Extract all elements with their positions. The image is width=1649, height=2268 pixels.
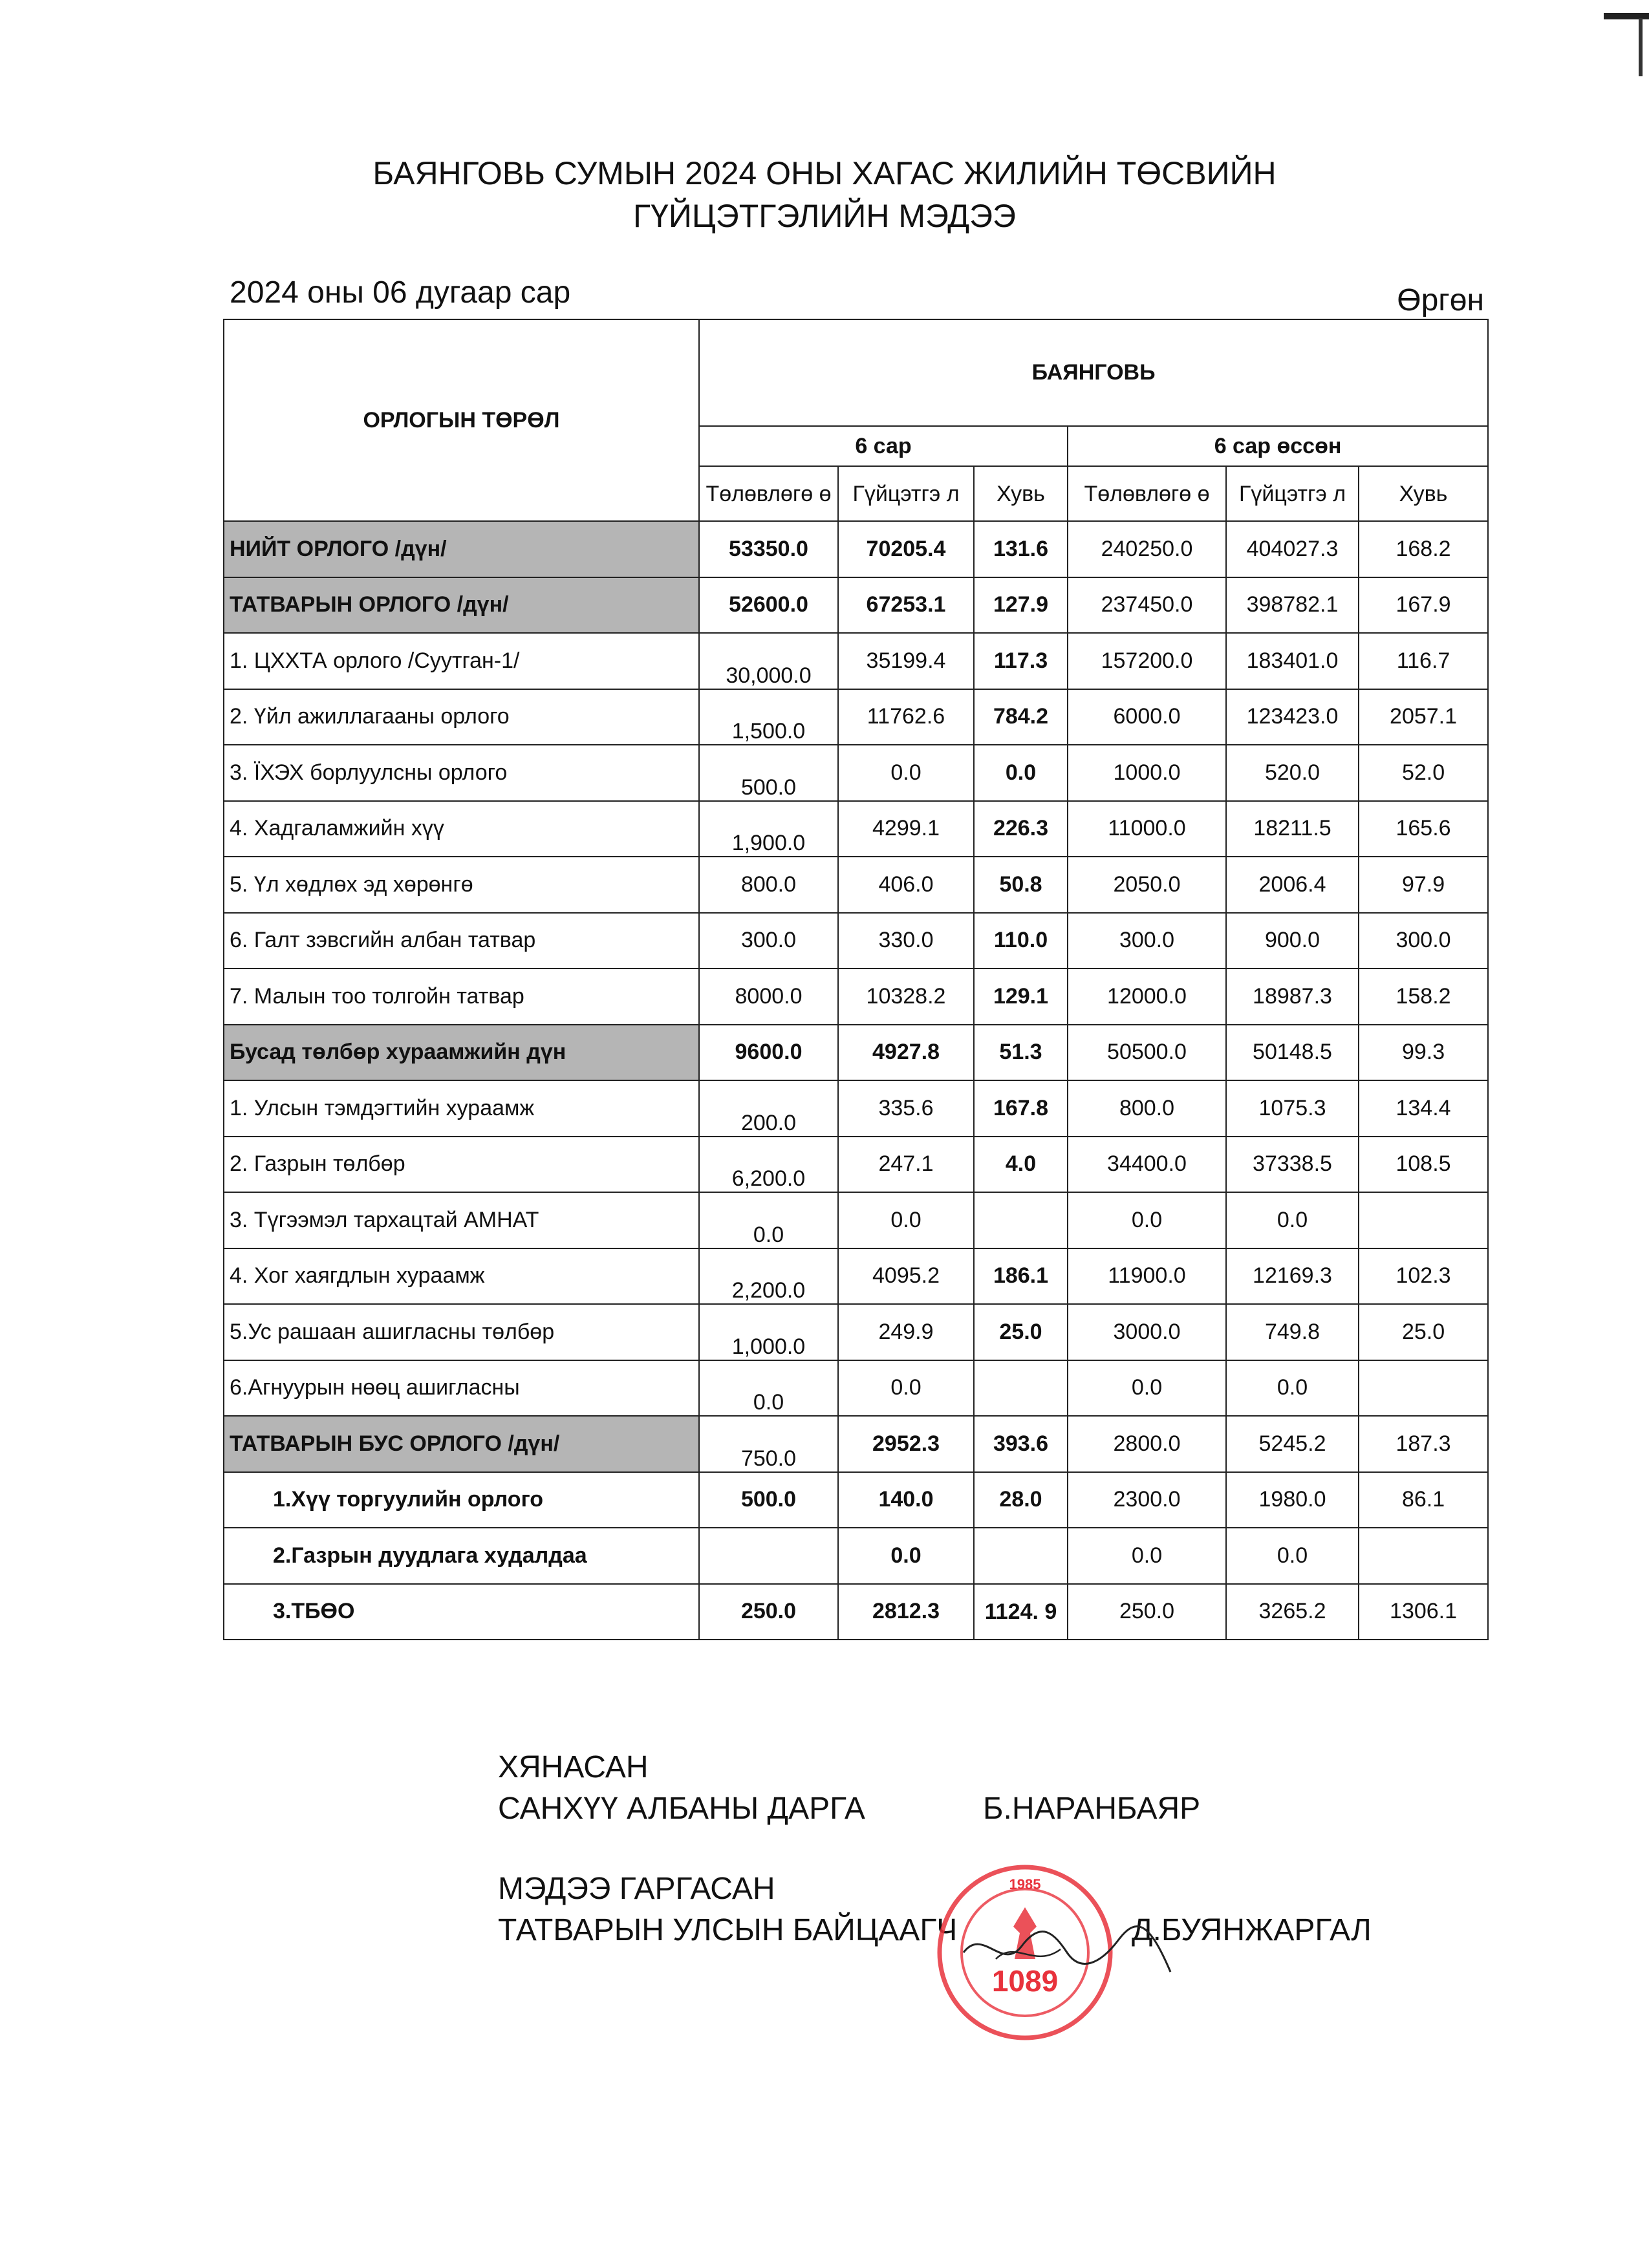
header-group-cumulative: 6 сар өссөн [1068, 426, 1488, 466]
cell-cum-actual: 1980.0 [1226, 1472, 1359, 1528]
table-row [224, 1080, 1488, 1137]
cell-cum-percent [1359, 1192, 1488, 1248]
reviewer-title: САНХҮҮ АЛБАНЫ ДАРГА [498, 1792, 865, 1826]
cell-cum-actual: 520.0 [1226, 745, 1359, 801]
reviewed-label: ХЯНАСАН [498, 1750, 649, 1784]
cell-cum-actual: 0.0 [1226, 1528, 1359, 1584]
cell-percent: 784.2 [974, 689, 1068, 745]
cell-plan: 52600.0 [699, 577, 838, 634]
cell-percent: 28.0 [974, 1472, 1068, 1528]
cell-cum-actual: 18987.3 [1226, 968, 1359, 1025]
header-group-month: 6 сар [699, 426, 1068, 466]
header-plan: Төлөвлөгө ө [699, 466, 838, 521]
cell-percent: 167.8 [974, 1080, 1068, 1137]
cell-cum-plan: 2050.0 [1068, 857, 1226, 913]
header-income-type: ОРЛОГЫН ТӨРӨЛ [224, 319, 699, 521]
table-row [224, 1416, 1488, 1472]
cell-cum-actual: 183401.0 [1226, 633, 1359, 689]
cell-cum-percent: 187.3 [1359, 1416, 1488, 1472]
cell-actual: 0.0 [838, 1192, 974, 1248]
cell-plan: 500.0 [699, 1472, 838, 1528]
header-region: БАЯНГОВЬ [699, 319, 1488, 426]
header-cum-plan: Төлөвлөгө ө [1068, 466, 1226, 521]
report-location: Өргөн [1397, 283, 1484, 317]
row-label: 2. Үйл ажиллагааны орлого [224, 689, 699, 745]
cell-percent: 226.3 [974, 801, 1068, 857]
signature-mark [957, 1914, 1177, 1985]
table-row [224, 1192, 1488, 1248]
cell-plan: 1,900.0 [699, 801, 838, 857]
cell-actual: 0.0 [838, 745, 974, 801]
row-label: 5.Ус рашаан ашигласны төлбөр [224, 1304, 699, 1360]
report-date: 2024 оны 06 дугаар сар [230, 275, 571, 310]
cell-cum-actual: 398782.1 [1226, 577, 1359, 634]
cell-plan: 1,500.0 [699, 689, 838, 745]
title-line-2: ГҮЙЦЭТГЭЛИЙН МЭДЭЭ [633, 198, 1016, 234]
cell-cum-percent: 300.0 [1359, 913, 1488, 969]
table-row [224, 577, 1488, 634]
cell-plan: 53350.0 [699, 521, 838, 577]
row-label: 3. Түгээмэл тархацтай АМНАТ [224, 1192, 699, 1248]
cell-actual: 4095.2 [838, 1248, 974, 1305]
cell-plan: 750.0 [699, 1416, 838, 1472]
cell-percent: 127.9 [974, 577, 1068, 634]
table-row [224, 1025, 1488, 1081]
cell-cum-plan: 11900.0 [1068, 1248, 1226, 1305]
cell-cum-plan: 157200.0 [1068, 633, 1226, 689]
cell-actual: 11762.6 [838, 689, 974, 745]
cell-cum-percent: 86.1 [1359, 1472, 1488, 1528]
cell-cum-percent: 134.4 [1359, 1080, 1488, 1137]
cell-cum-percent: 52.0 [1359, 745, 1488, 801]
cell-actual: 330.0 [838, 913, 974, 969]
cell-cum-percent [1359, 1360, 1488, 1417]
row-label: 3. ЇХЭХ борлуулсны орлого [224, 745, 699, 801]
document-title [0, 152, 1649, 237]
title-line-1: БАЯНГОВЬ СУМЫН 2024 ОНЫ ХАГАС ЖИЛИЙН ТӨСВИЙН [372, 155, 1277, 191]
cell-plan: 30,000.0 [699, 633, 838, 689]
row-label: 1. Улсын тэмдэгтийн хураамж [224, 1080, 699, 1137]
cell-cum-plan: 6000.0 [1068, 689, 1226, 745]
cell-actual: 2812.3 [838, 1584, 974, 1640]
cell-cum-plan: 237450.0 [1068, 577, 1226, 634]
cell-cum-plan: 34400.0 [1068, 1137, 1226, 1193]
cell-actual: 140.0 [838, 1472, 974, 1528]
cell-percent [974, 1192, 1068, 1248]
stamp-number: 1089 [991, 1964, 1059, 1998]
cell-cum-percent: 116.7 [1359, 633, 1488, 689]
cell-plan: 300.0 [699, 913, 838, 969]
table-row [224, 913, 1488, 969]
cell-cum-percent: 25.0 [1359, 1304, 1488, 1360]
cell-actual: 406.0 [838, 857, 974, 913]
table-row [224, 801, 1488, 857]
cell-plan: 0.0 [699, 1192, 838, 1248]
cell-actual: 67253.1 [838, 577, 974, 634]
cell-actual: 0.0 [838, 1360, 974, 1417]
table-row [224, 1584, 1488, 1640]
row-label: 7. Малын тоо толгойн татвар [224, 968, 699, 1025]
row-label: Бусад төлбөр хураамжийн дүн [224, 1025, 699, 1081]
cell-cum-plan: 2800.0 [1068, 1416, 1226, 1472]
row-label: ТАТВАРЫН ОРЛОГО /дүн/ [224, 577, 699, 634]
cell-cum-plan: 50500.0 [1068, 1025, 1226, 1081]
cell-percent [974, 1528, 1068, 1584]
cell-percent: 50.8 [974, 857, 1068, 913]
table-row [224, 1472, 1488, 1528]
cell-actual: 35199.4 [838, 633, 974, 689]
cell-plan: 500.0 [699, 745, 838, 801]
table-row [224, 1248, 1488, 1305]
table-row [224, 1360, 1488, 1417]
cell-actual: 70205.4 [838, 521, 974, 577]
cell-percent: 1124. 9 [974, 1584, 1068, 1640]
cell-plan [699, 1528, 838, 1584]
cell-cum-actual: 1075.3 [1226, 1080, 1359, 1137]
header-actual: Гүйцэтгэ л [838, 466, 974, 521]
cell-cum-plan: 250.0 [1068, 1584, 1226, 1640]
cell-percent: 4.0 [974, 1137, 1068, 1193]
table-row [224, 1528, 1488, 1584]
table-row [224, 521, 1488, 577]
issuer-title: ТАТВАРЫН УЛСЫН БАЙЦААГЧ [498, 1913, 958, 1947]
table-row [224, 1137, 1488, 1193]
table-row [224, 1304, 1488, 1360]
cell-cum-actual: 3265.2 [1226, 1584, 1359, 1640]
header-percent: Хувь [974, 466, 1068, 521]
cell-actual: 4927.8 [838, 1025, 974, 1081]
table-row [224, 857, 1488, 913]
cell-cum-actual: 50148.5 [1226, 1025, 1359, 1081]
cell-cum-percent: 102.3 [1359, 1248, 1488, 1305]
cell-cum-percent: 97.9 [1359, 857, 1488, 913]
cell-cum-plan: 11000.0 [1068, 801, 1226, 857]
cell-cum-percent: 165.6 [1359, 801, 1488, 857]
cell-plan: 9600.0 [699, 1025, 838, 1081]
cell-percent: 25.0 [974, 1304, 1068, 1360]
cell-cum-plan: 0.0 [1068, 1192, 1226, 1248]
row-label: 1. ЦХХТА орлого /Суутган-1/ [224, 633, 699, 689]
reviewed-block [498, 1747, 865, 1830]
cell-actual: 4299.1 [838, 801, 974, 857]
cell-cum-percent: 167.9 [1359, 577, 1488, 634]
cell-actual: 247.1 [838, 1137, 974, 1193]
table-row [224, 745, 1488, 801]
issuer-name: Д.БУЯНЖАРГАЛ [1132, 1913, 1372, 1947]
cell-cum-percent: 158.2 [1359, 968, 1488, 1025]
cell-cum-actual: 18211.5 [1226, 801, 1359, 857]
cell-cum-plan: 2300.0 [1068, 1472, 1226, 1528]
header-cum-percent: Хувь [1359, 466, 1488, 521]
cell-actual: 2952.3 [838, 1416, 974, 1472]
row-label: ТАТВАРЫН БУС ОРЛОГО /дүн/ [224, 1416, 699, 1472]
cell-actual: 249.9 [838, 1304, 974, 1360]
cell-cum-plan: 12000.0 [1068, 968, 1226, 1025]
cell-cum-plan: 3000.0 [1068, 1304, 1226, 1360]
table-row [224, 968, 1488, 1025]
row-label: 4. Хадгаламжийн хүү [224, 801, 699, 857]
cell-cum-percent: 108.5 [1359, 1137, 1488, 1193]
cell-percent: 51.3 [974, 1025, 1068, 1081]
row-label: 1.Хүү торгуулийн орлого [224, 1472, 699, 1528]
issued-label: МЭДЭЭ ГАРГАСАН [498, 1872, 775, 1906]
row-label: 3.ТБӨО [224, 1584, 699, 1640]
row-label: 5. Үл хөдлөх эд хөрөнгө [224, 857, 699, 913]
cell-cum-actual: 404027.3 [1226, 521, 1359, 577]
cell-cum-actual: 123423.0 [1226, 689, 1359, 745]
cell-cum-percent: 2057.1 [1359, 689, 1488, 745]
cell-cum-percent: 168.2 [1359, 521, 1488, 577]
cell-cum-actual: 37338.5 [1226, 1137, 1359, 1193]
cell-cum-actual: 0.0 [1226, 1360, 1359, 1417]
row-label: 2. Газрын төлбөр [224, 1137, 699, 1193]
cell-cum-actual: 2006.4 [1226, 857, 1359, 913]
cell-actual: 10328.2 [838, 968, 974, 1025]
cell-cum-actual: 5245.2 [1226, 1416, 1359, 1472]
cell-cum-actual: 900.0 [1226, 913, 1359, 969]
row-label: 6. Галт зэвсгийн албан татвар [224, 913, 699, 969]
row-label: 4. Хог хаягдлын хураамж [224, 1248, 699, 1305]
cell-plan: 800.0 [699, 857, 838, 913]
cell-plan: 6,200.0 [699, 1137, 838, 1193]
cell-cum-percent [1359, 1528, 1488, 1584]
cell-percent: 110.0 [974, 913, 1068, 969]
cell-plan: 1,000.0 [699, 1304, 838, 1360]
issued-block [498, 1868, 957, 1951]
cell-actual: 0.0 [838, 1528, 974, 1584]
cell-actual: 335.6 [838, 1080, 974, 1137]
cell-plan: 250.0 [699, 1584, 838, 1640]
row-label: 2.Газрын дуудлага худалдаа [224, 1528, 699, 1584]
cell-cum-plan: 0.0 [1068, 1360, 1226, 1417]
cell-percent: 131.6 [974, 521, 1068, 577]
row-label: НИЙТ ОРЛОГО /дүн/ [224, 521, 699, 577]
cell-cum-actual: 12169.3 [1226, 1248, 1359, 1305]
stamp-year: 1985 [1009, 1876, 1041, 1892]
cell-percent: 0.0 [974, 745, 1068, 801]
cell-percent [974, 1360, 1068, 1417]
cell-cum-percent: 99.3 [1359, 1025, 1488, 1081]
cell-plan: 200.0 [699, 1080, 838, 1137]
row-label: 6.Агнуурын нөөц ашигласны [224, 1360, 699, 1417]
header-cum-actual: Гүйцэтгэ л [1226, 466, 1359, 521]
table-row [224, 689, 1488, 745]
cell-plan: 8000.0 [699, 968, 838, 1025]
scan-edge [1639, 18, 1643, 76]
cell-percent: 129.1 [974, 968, 1068, 1025]
cell-cum-plan: 300.0 [1068, 913, 1226, 969]
cell-percent: 186.1 [974, 1248, 1068, 1305]
cell-plan: 2,200.0 [699, 1248, 838, 1305]
cell-plan: 0.0 [699, 1360, 838, 1417]
cell-cum-plan: 240250.0 [1068, 521, 1226, 577]
cell-cum-plan: 1000.0 [1068, 745, 1226, 801]
cell-percent: 393.6 [974, 1416, 1068, 1472]
cell-cum-actual: 749.8 [1226, 1304, 1359, 1360]
cell-cum-actual: 0.0 [1226, 1192, 1359, 1248]
table-row [224, 633, 1488, 689]
reviewer-name: Б.НАРАНБАЯР [983, 1792, 1201, 1826]
cell-cum-percent: 1306.1 [1359, 1584, 1488, 1640]
cell-percent: 117.3 [974, 633, 1068, 689]
cell-cum-plan: 0.0 [1068, 1528, 1226, 1584]
cell-cum-plan: 800.0 [1068, 1080, 1226, 1137]
budget-table [223, 319, 1489, 1640]
